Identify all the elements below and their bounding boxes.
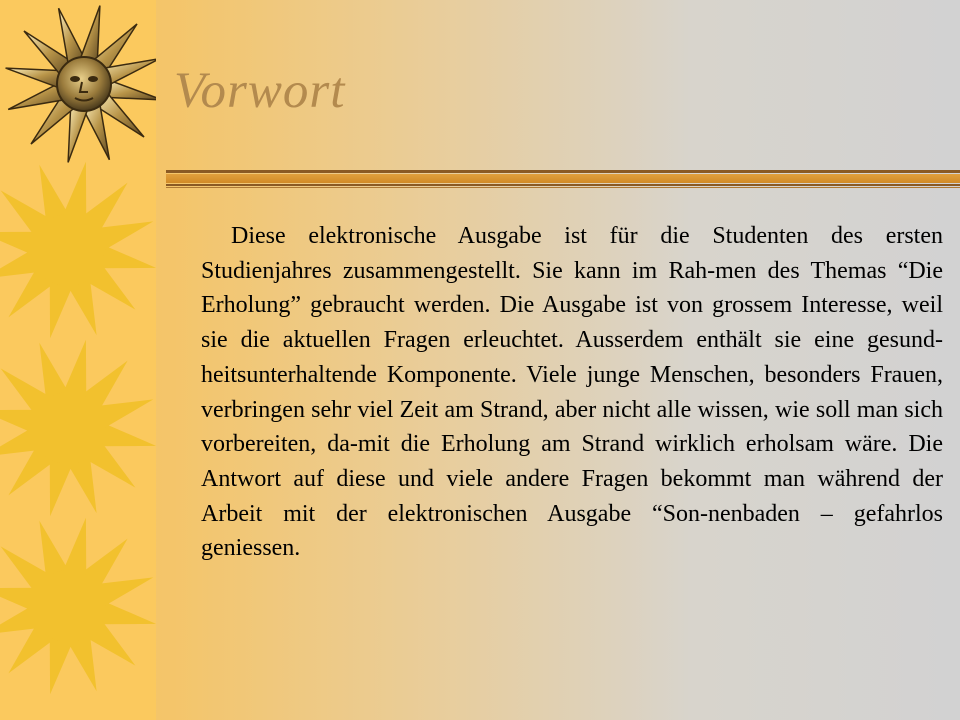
slide-title: Vorwort <box>174 63 346 119</box>
body-paragraph: Diese elektronische Ausgabe ist für die Studenten des ersten Studienjahres zusammengestellt. Sie kann im Rah-men des Themas “Die Erholung” gebraucht werden. Die Ausgabe ist von grossem Interesse, weil sie die aktuellen Fragen erleuchtet. Ausserdem enthält sie eine gesund-heitsunterhaltende Komponente. Viele junge Menschen, besonders Frauen, verbringen sehr viel Zeit am Strand, aber nicht alle wissen, wie soll man sich vorbereiten, da-mit die Erholung am Strand wirklich erholsam wäre. Die Antwort auf diese und viele andere Fragen bekommt man während der Arbeit mit der elektronischen Ausgabe “Son-nenbaden – gefahrlos geniessen. <box>201 223 943 562</box>
sun-column <box>0 0 156 720</box>
sidebar-decoration <box>0 0 156 720</box>
sun-icon <box>0 162 156 338</box>
title-divider <box>166 170 960 192</box>
sun-icon <box>0 518 156 694</box>
sun-face-icon <box>6 6 156 163</box>
sun-icon <box>0 340 156 516</box>
